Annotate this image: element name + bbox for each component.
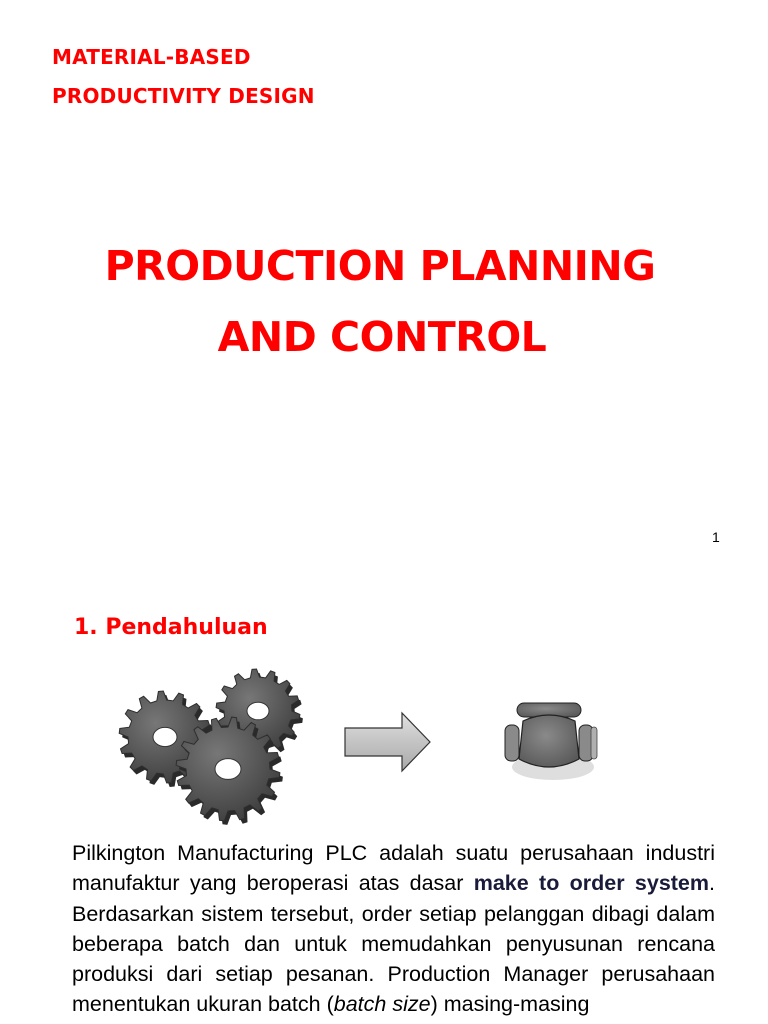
body-text-part-1: Pilkington Manufacturing PLC adalah suatu perusahaan industri manufaktur yang beroperasi atas dasar (72, 841, 715, 896)
section-heading: 1. Pendahuluan (74, 615, 268, 640)
body-text-part-2: . Berdasarkan sistem tersebut, order setiap pelanggan dibagi dalam beberapa batch dan untuk memudahkan penyusunan rencana produksi dari setiap pesanan. Production Manager perusahaan menentukan ukuran batch ( (72, 871, 715, 1017)
document-header-line-2: PRODUCTIVITY DESIGN (52, 84, 315, 108)
office-chair-icon (505, 703, 597, 780)
body-italic-term: batch size (333, 992, 431, 1017)
main-title-line-2: AND CONTROL (217, 313, 547, 361)
main-title-line-1: PRODUCTION PLANNING (104, 242, 656, 290)
right-arrow-icon (345, 713, 430, 771)
body-bold-term: make to order system (473, 871, 710, 896)
page-number: 1 (712, 529, 720, 545)
illustration (110, 665, 610, 825)
body-text-part-3: ) masing-masing (430, 992, 590, 1017)
document-header-line-1: MATERIAL-BASED (52, 45, 251, 69)
body-paragraph (72, 838, 715, 1020)
gears-icon (119, 669, 303, 825)
